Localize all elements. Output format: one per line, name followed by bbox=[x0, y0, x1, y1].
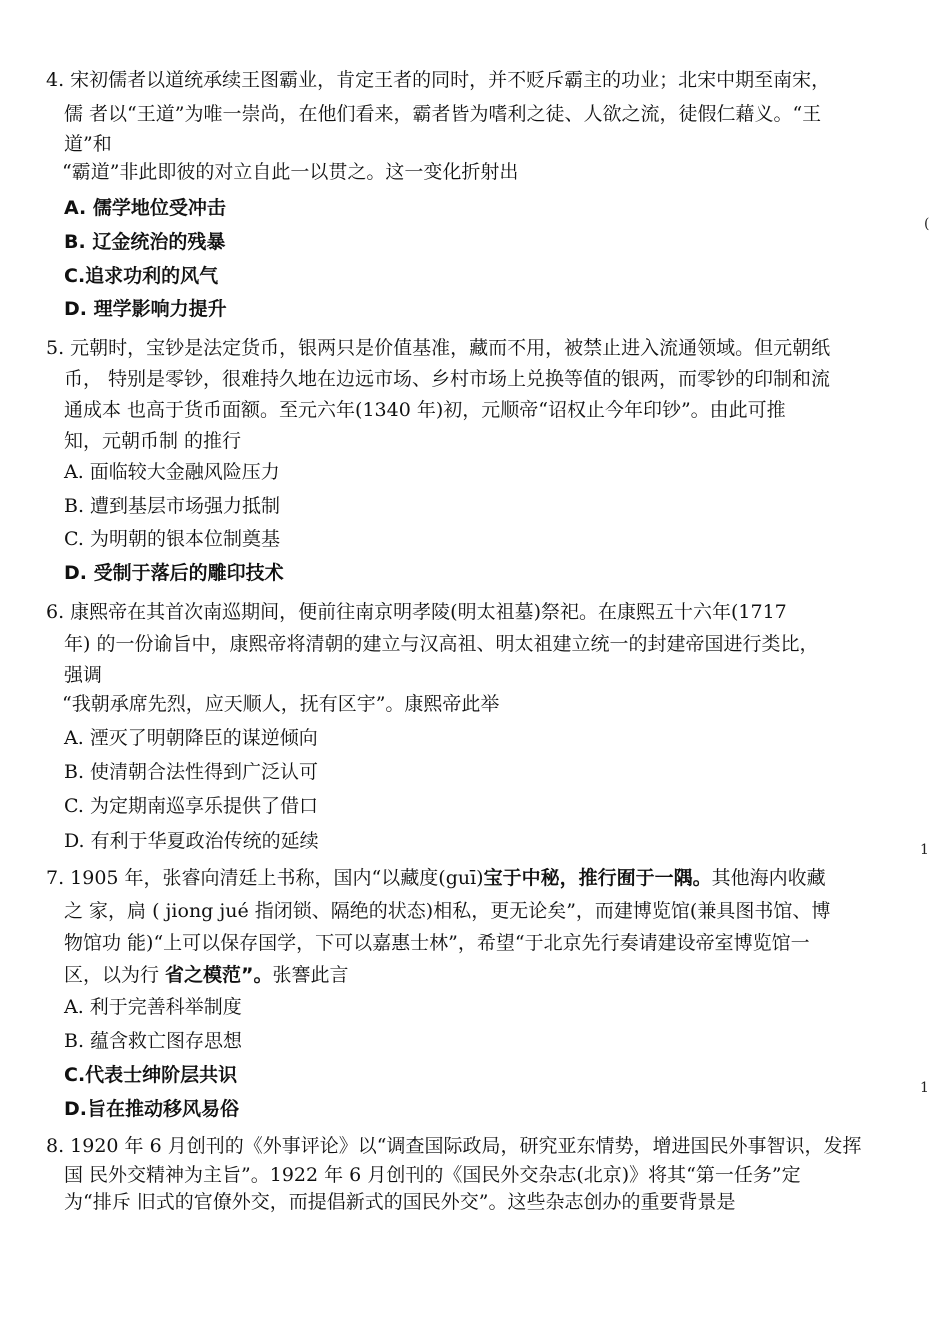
q6-line4: “我朝承席先烈，应天顺人，抚有区宇”。康熙帝此举 bbox=[62, 693, 500, 715]
q7-option-d: D.旨在推动移风易俗 bbox=[64, 1098, 239, 1120]
margin-mark-1a: 1 bbox=[920, 842, 929, 858]
q7-line1 bbox=[46, 866, 826, 890]
q7-line1-pre: 7. 1905 年，张睿向清廷上书称，国内“以藏度(guī) bbox=[46, 867, 484, 889]
q8-line2: 国 民外交精神为主旨”。1922 年 6 月创刊的《国民外交杂志(北京)》将其“第一任务”定 bbox=[64, 1164, 801, 1186]
q7-option-b: B. 蕴含救亡图存思想 bbox=[64, 1030, 243, 1052]
q7-line4-bold: 省之模范”。 bbox=[165, 964, 273, 986]
q7-line4-pre: 区，以为行 bbox=[64, 964, 166, 986]
q6-line1: 6. 康熙帝在其首次南巡期间，便前往南京明孝陵(明太祖墓)祭祀。在康熙五十六年(1717 bbox=[46, 601, 787, 623]
q6-line2: 年) 的一份谕旨中，康熙帝将清朝的建立与汉高祖、明太祖建立统一的封建帝国进行类比， bbox=[64, 633, 819, 655]
q5-line1: 5. 元朝时，宝钞是法定货币，银两只是价值基准，藏而不用，被禁止进入流通领域。但元朝纸 bbox=[46, 337, 831, 359]
q4-option-a: A. 儒学地位受冲击 bbox=[64, 197, 226, 219]
q5-line4: 知，元朝币制 的推行 bbox=[64, 430, 242, 452]
q5-option-c: C. 为明朝的银本位制奠基 bbox=[64, 528, 280, 550]
q7-line1-bold: 宝于中秘，推行囿于一隅。 bbox=[483, 867, 712, 889]
q4-option-b: B. 辽金统治的残暴 bbox=[64, 231, 226, 253]
q6-option-c: C. 为定期南巡享乐提供了借口 bbox=[64, 795, 318, 817]
q4-line2: 儒 者以“王道”为唯一崇尚，在他们看来，霸者皆为嗜利之徒、人欲之流，徒假仁藉义。“王 bbox=[64, 103, 822, 125]
q7-option-a: A. 利于完善科举制度 bbox=[64, 996, 242, 1018]
q6-line3: 强调 bbox=[64, 664, 103, 686]
q5-option-d: D. 受制于落后的雕印技术 bbox=[64, 562, 284, 584]
q4-option-d: D. 理学影响力提升 bbox=[64, 298, 227, 320]
q4-line1: 4. 宋初儒者以道统承续王图霸业，肯定王者的同时，并不贬斥霸主的功业；北宋中期至南宋， bbox=[46, 69, 831, 91]
q6-option-d: D. 有利于华夏政治传统的延续 bbox=[64, 830, 319, 852]
q4-option-c: C.追求功利的风气 bbox=[64, 265, 219, 287]
q8-line3: 为“排斥 旧式的官僚外交，而提倡新式的国民外交”。这些杂志创办的重要背景是 bbox=[64, 1191, 736, 1213]
q7-line1-post: 其他海内收藏 bbox=[711, 867, 826, 889]
q7-line2: 之 家，扃 ( jiong jué 指闭锁、隔绝的状态)相私，更无论矣”，而建博览馆(兼具图书馆、博 bbox=[64, 900, 831, 922]
margin-mark-paren: ( bbox=[924, 216, 930, 232]
margin-mark-1b: 1 bbox=[920, 1080, 929, 1096]
q4-line4: “霸道”非此即彼的对立自此一以贯之。这一变化折射出 bbox=[62, 161, 519, 183]
q7-line3: 物馆功 能)“上可以保存国学，下可以嘉惠士林”，希望“于北京先行奏请建设帝室博览馆一 bbox=[64, 932, 810, 954]
q5-line2: 币， 特别是零钞，很难持久地在边远市场、乡村市场上兑换等值的银两，而零钞的印制和流 bbox=[64, 368, 831, 390]
q6-option-a: A. 湮灭了明朝降臣的谋逆倾向 bbox=[64, 727, 318, 749]
q6-option-b: B. 使清朝合法性得到广泛认可 bbox=[64, 761, 319, 783]
q7-line4-post: 张謇此言 bbox=[272, 964, 349, 986]
q5-line3: 通成本 也高于货币面额。至元六年(1340 年)初，元顺帝“诏权止今年印钞”。由此可推 bbox=[64, 399, 786, 421]
q5-option-a: A. 面临较大金融风险压力 bbox=[64, 461, 280, 483]
q7-line4 bbox=[64, 963, 349, 987]
q7-option-c: C.代表士绅阶层共识 bbox=[64, 1064, 238, 1086]
q8-line1: 8. 1920 年 6 月创刊的《外事评论》以“调查国际政局，研究亚东情势，增进国民外事智识，发挥 bbox=[46, 1135, 862, 1157]
q5-option-b: B. 遭到基层市场强力抵制 bbox=[64, 495, 281, 517]
q4-line3: 道”和 bbox=[64, 133, 112, 155]
